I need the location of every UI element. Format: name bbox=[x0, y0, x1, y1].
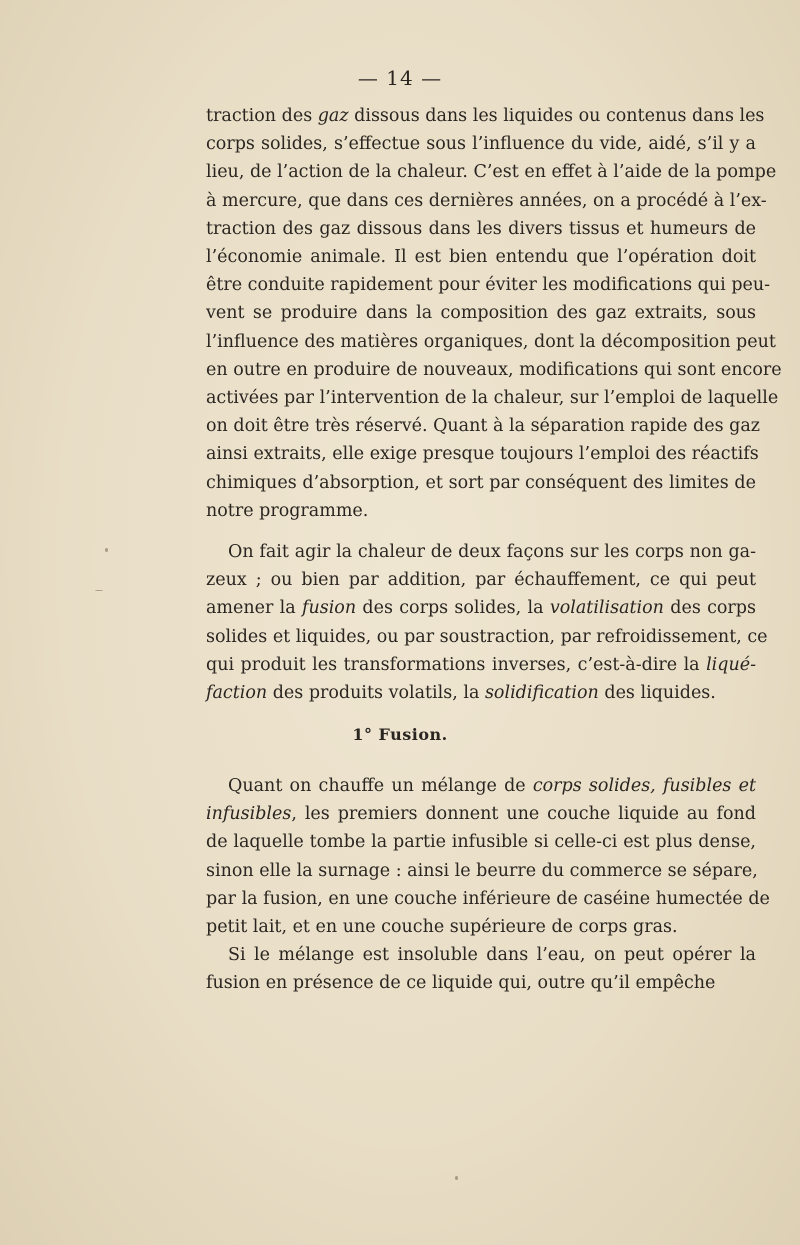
paper-speck bbox=[105, 548, 108, 552]
text-line bbox=[206, 566, 756, 594]
text-segment: corps solides, s’effectue sous l’influence du vide, aidé, s’il y a bbox=[206, 134, 756, 155]
text-segment: activées par l’intervention de la chaleur, sur l’emploi de laquelle bbox=[206, 388, 779, 409]
text-segment: de laquelle tombe la partie infusible si celle-ci est plus dense, bbox=[206, 832, 756, 853]
text-segment: fusion en présence de ce liquide qui, outre qu’il empêche bbox=[206, 973, 716, 994]
text-line bbox=[206, 271, 771, 299]
paragraph-1 bbox=[206, 102, 782, 525]
italic-term: volatilisation bbox=[549, 598, 664, 619]
text-segment: dissous dans les liquides ou contenus dans les bbox=[348, 106, 765, 126]
text-segment: amener la bbox=[206, 598, 302, 619]
text-line bbox=[206, 497, 756, 525]
italic-term: liqué- bbox=[706, 654, 756, 675]
paragraph-2 bbox=[206, 538, 768, 707]
text-segment: notre programme. bbox=[206, 500, 369, 521]
text-line bbox=[206, 384, 779, 412]
text-line bbox=[206, 885, 770, 913]
text-segment: des produits volatils, la bbox=[267, 683, 485, 704]
italic-term: solidification bbox=[484, 683, 599, 704]
text-line bbox=[206, 772, 756, 800]
italic-term: faction bbox=[206, 683, 268, 704]
text-line bbox=[206, 215, 756, 243]
text-line bbox=[206, 913, 756, 941]
text-segment: vent se produire dans la composition des gaz extraits, sous bbox=[206, 303, 756, 324]
text-line bbox=[206, 857, 756, 885]
text-segment: traction des gaz dissous dans les divers tissus et humeurs de bbox=[206, 218, 756, 239]
text-line bbox=[206, 243, 756, 271]
text-line bbox=[206, 469, 756, 497]
text-segment: zeux ; ou bien par addition, par échauffement, ce qui peut bbox=[206, 570, 756, 591]
text-line bbox=[206, 538, 756, 566]
text-segment: lieu, de l’action de la chaleur. C’est en effet à l’aide de la pompe bbox=[206, 162, 777, 183]
paper-speck bbox=[95, 590, 103, 591]
text-segment: des liquides. bbox=[598, 683, 716, 704]
text-line bbox=[206, 594, 756, 622]
text-line bbox=[206, 440, 759, 468]
text-segment: par la fusion, en une couche inférieure de caséine humectée de bbox=[206, 888, 770, 909]
text-line bbox=[206, 328, 776, 356]
italic-term: fusion bbox=[301, 598, 357, 619]
text-segment: On fait agir la chaleur de deux façons sur les corps non ga- bbox=[228, 542, 756, 562]
text-segment: l’économie animale. Il est bien entendu que l’opération doit bbox=[206, 247, 756, 268]
text-segment: sinon elle la surnage : ainsi le beurre du commerce se sépare, bbox=[206, 860, 758, 881]
text-segment: à mercure, que dans ces dernières années, on a procédé à l’ex- bbox=[206, 190, 767, 211]
text-line bbox=[206, 941, 756, 969]
text-segment: Quant on chauffe un mélange de bbox=[228, 776, 533, 796]
italic-term: gaz bbox=[317, 106, 349, 126]
text-line bbox=[206, 651, 756, 679]
text-line bbox=[206, 623, 768, 651]
text-line bbox=[206, 130, 756, 158]
paper-speck bbox=[455, 1176, 458, 1180]
text-line bbox=[206, 800, 756, 828]
text-segment: petit lait, et en une couche supérieure de corps gras. bbox=[206, 917, 678, 938]
text-segment: être conduite rapidement pour éviter les modifications qui peu- bbox=[206, 275, 771, 296]
text-line bbox=[206, 187, 767, 215]
text-line bbox=[206, 158, 777, 186]
text-segment: traction des bbox=[206, 106, 318, 126]
text-segment: ainsi extraits, elle exige presque toujours l’emploi des réactifs bbox=[206, 444, 759, 465]
italic-term: infusibles bbox=[206, 804, 292, 825]
text-segment: l’influence des matières organiques, dont la décomposition peut bbox=[206, 331, 776, 352]
text-line bbox=[206, 969, 756, 997]
text-segment: Si le mélange est insoluble dans l’eau, on peut opérer la bbox=[228, 945, 756, 966]
text-segment: des corps bbox=[663, 598, 756, 619]
page-number: — 14 — bbox=[357, 66, 443, 90]
paragraph-3 bbox=[206, 772, 770, 998]
text-segment: on doit être très réservé. Quant à la séparation rapide des gaz bbox=[206, 416, 761, 437]
text-line bbox=[206, 828, 756, 856]
text-segment: chimiques d’absorption, et sort par conséquent des limites de bbox=[206, 472, 756, 493]
text-line bbox=[206, 102, 765, 130]
italic-term: corps solides, fusibles et bbox=[532, 776, 756, 796]
text-segment: qui produit les transformations inverses, c’est-à-dire la bbox=[206, 654, 707, 675]
text-line bbox=[206, 356, 782, 384]
text-segment: en outre en produire de nouveaux, modifications qui sont encore bbox=[206, 359, 782, 380]
text-segment: des corps solides, la bbox=[356, 598, 550, 619]
text-line bbox=[206, 679, 756, 707]
text-segment: , les premiers donnent une couche liquide au fond bbox=[291, 804, 756, 825]
section-heading: 1° Fusion. bbox=[352, 725, 448, 744]
text-segment: solides et liquides, ou par soustraction, par refroidissement, ce bbox=[206, 626, 768, 647]
text-line bbox=[206, 412, 761, 440]
text-line bbox=[206, 299, 756, 327]
